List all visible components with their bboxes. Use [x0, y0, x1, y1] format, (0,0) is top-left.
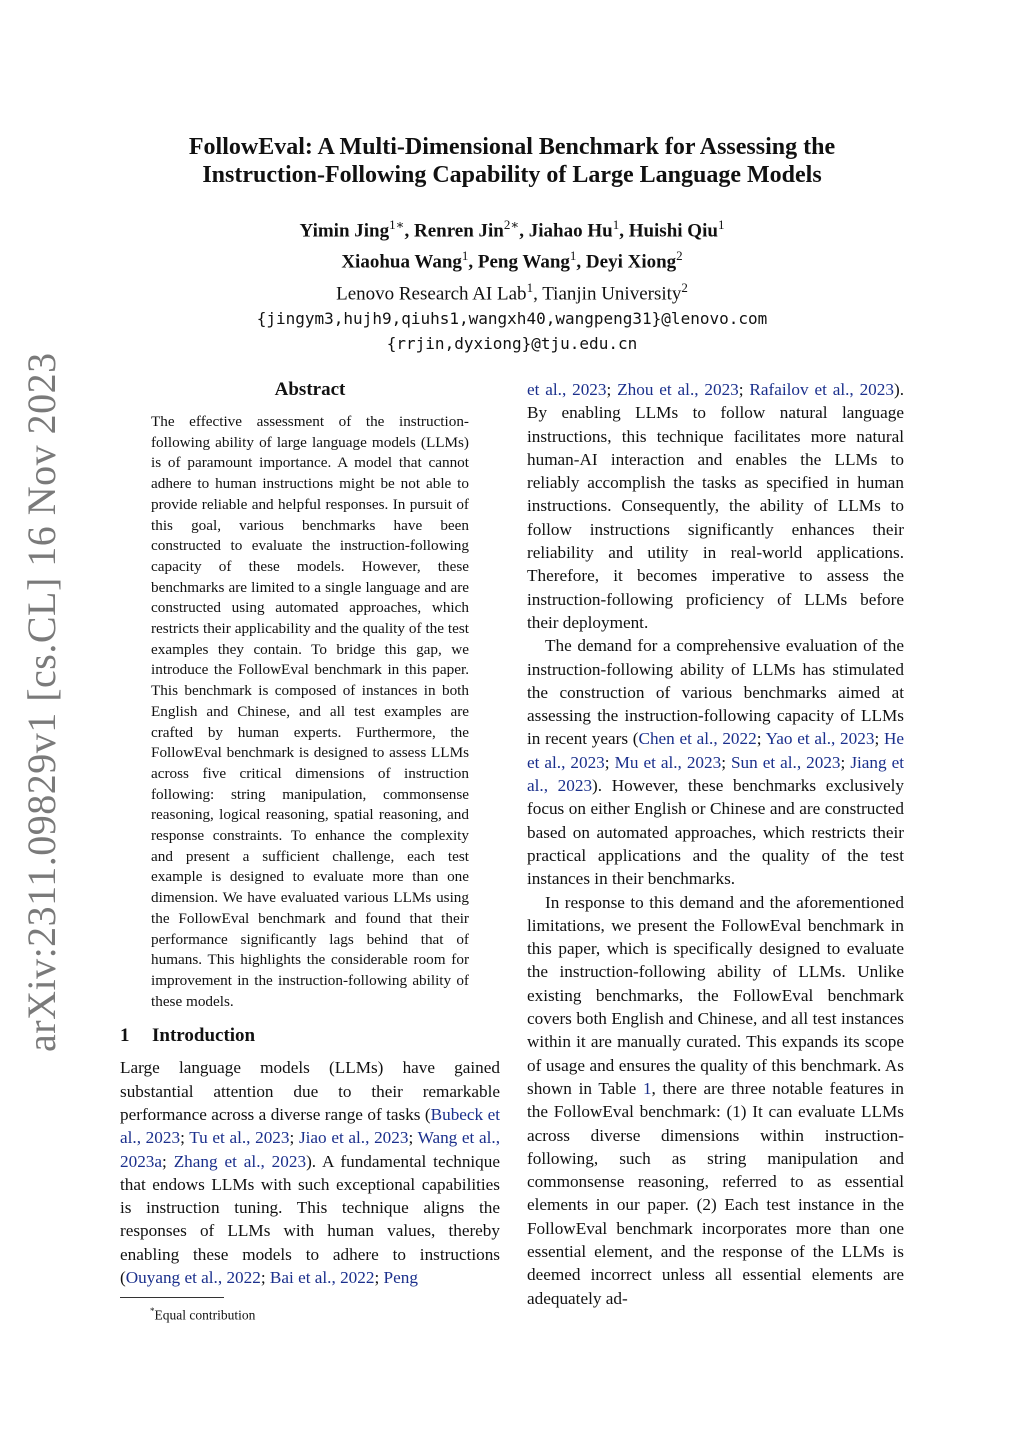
citation-link[interactable]: Wang et al., 2023a: [120, 1128, 501, 1171]
author-affiliation-mark: 1: [461, 248, 469, 264]
citation-link[interactable]: He et al., 2023: [527, 729, 904, 772]
section-number: 1: [120, 1025, 130, 1047]
footnote-mark: *: [150, 1306, 155, 1317]
author-line-2: Xiaohua Wang$^1$, Peng Wang$^1$, Deyi Xiong$^2$: [341, 248, 683, 273]
author-name: Huishi Qiu: [628, 220, 718, 242]
email-line-1[interactable]: {jingym3,hujh9,qiuhs1,wangxh40,wangpeng31}@lenovo.com: [256, 308, 768, 328]
section-heading-introduction: [120, 1024, 500, 1048]
citation-link-part-1[interactable]: Peng: [383, 1268, 418, 1288]
citation-link[interactable]: Mu et al., 2023: [614, 752, 722, 772]
citation-link[interactable]: Bubeck et al., 2023: [120, 1104, 500, 1148]
affiliation-line: Lenovo Research AI Lab$^1$, Tianjin University$^2$: [336, 279, 688, 304]
author-affiliation-mark: 2∗: [503, 217, 520, 232]
paragraph-text: Large language models (LLMs) have gained substantial attention due to their remarkable performance across a diverse range of tasks (: [120, 1058, 500, 1124]
author-affiliation-mark: 2: [676, 248, 683, 264]
paragraph-text: In response to this demand and the aforementioned limitations, we present the FollowEval benchmark in this paper, which is specifically designed to evaluate the instruction-following ability of LLMs. Unlike existing benchmarks, the FollowEval benchmark covers both English and Chinese, and all test instances within it are manually curated. This expands its scope of usage and ensures the quality of this benchmark. As shown in Table: [527, 892, 904, 1098]
author-affiliation-mark: 1∗: [389, 217, 405, 232]
citation-separator: ;: [606, 380, 618, 399]
abstract-text: The effective assessment of the instruction-following ability of large language models (LLMs) is of paramount importance. A model that cannot adhere to human instructions might be not able to provide reliable and helpful responses. In pursuit of this goal, various benchmarks have been constructed to evaluate the instruction-following capacity of these models. However, these benchmarks are limited to a single language and are constructed using automated approaches, which restricts their applicability and the quality of the test examples they contain. To bridge this gap, we introduce the FollowEval benchmark in this paper. This benchmark is composed of instances in both English and Chinese, and all test examples are crafted by human experts. Furthermore, the FollowEval benchmark is designed to assess LLMs across five critical dimensions of instruction following: string manipulation, commonsense reasoning, logical reasoning, spatial reasoning, and response constraints. To enhance the complexity and present a sufficient challenge, each test example is designed to evaluate more than one dimension. We have evaluated various LLMs using the FollowEval benchmark and found that their performance significantly lags behind that of humans. This highlights the considerable room for improvement in the instruction-following ability of these models.: [151, 413, 469, 1010]
citation-separator: ;: [408, 1128, 418, 1148]
author-block: [0, 212, 1024, 356]
title-line-2: Instruction-Following Capability of Large Language Models: [202, 162, 822, 188]
citation-link[interactable]: Jiao et al., 2023: [298, 1128, 409, 1148]
email-line-2[interactable]: {rrjin,dyxiong}@tju.edu.cn: [386, 333, 638, 353]
citation-separator: ;: [738, 380, 750, 399]
citation-link[interactable]: Jiang et al., 2023: [527, 752, 904, 796]
citation-link[interactable]: Sun et al., 2023: [731, 752, 841, 772]
intro-paragraph-3: [527, 891, 904, 1310]
right-column: [527, 378, 904, 1310]
paragraph-text: ). By enabling LLMs to follow natural language instructions, this technique facilitates more natural human-AI interaction and enables the LLMs to reliably accomplish the tasks as specified in human instructions. Consequently, the ability of LLMs to follow instructions significantly enhances their reliability and utility in real-world applications. Therefore, it becomes imperative to assess the instruction-following proficiency of LLMs before their deployment.: [527, 380, 904, 632]
author-name: Xiaohua Wang: [341, 251, 462, 273]
citation-separator: ;: [840, 752, 851, 772]
citation-link[interactable]: Tu et al., 2023: [189, 1128, 290, 1148]
author-affiliation-mark: 1: [569, 248, 577, 264]
citation-link[interactable]: Zhou et al., 2023: [617, 380, 739, 399]
footnote-rule: [120, 1297, 224, 1298]
affiliation-name: Tianjin University: [542, 282, 682, 304]
citation-link[interactable]: Ouyang et al., 2022: [125, 1268, 261, 1288]
title-line-1: FollowEval: A Multi-Dimensional Benchmark for Assessing the: [188, 134, 836, 160]
author-name: Deyi Xiong: [585, 251, 677, 273]
paragraph-text: ). A fundamental technique that endows LLMs with such exceptional capabilities is instruction tuning. This technique aligns the responses of LLMs with human values, thereby enabling these models to adhere to instructions (: [120, 1151, 500, 1288]
citation-separator: ;: [162, 1151, 174, 1171]
citation-link[interactable]: Rafailov et al., 2023: [749, 380, 894, 399]
citation-separator: ;: [289, 1128, 299, 1148]
arxiv-identifier-stamp: arXiv:2311.09829v1 [cs.CL] 16 Nov 2023: [19, 352, 64, 1052]
affiliation-name: Lenovo Research AI Lab: [336, 282, 527, 304]
paragraph-text: , there are three notable features in the FollowEval benchmark: (1) It can evaluate LLMs across diverse dimensions within instruction-following, such as string manipulation and commonsense reasoning, referred to as essential elements in our paper. (2) Each test instance in the FollowEval benchmark incorporates more than one essential element, and the response of the LLMs is deemed incorrect unless all essential elements are adequately ad-: [527, 1078, 904, 1308]
citation-separator: ;: [374, 1268, 384, 1288]
author-name: Peng Wang: [477, 251, 570, 273]
author-line-1: Yimin Jing$^{1∗}$, Renren Jin$^{2∗}$, Jiahao Hu$^1$, Huishi Qiu$^1$: [299, 217, 725, 242]
intro-paragraph-1-start: [120, 1056, 500, 1289]
author-name: Renren Jin: [413, 220, 504, 242]
citation-link-part-2[interactable]: et al., 2023: [527, 380, 607, 399]
citation-separator: ;: [260, 1268, 270, 1288]
paragraph-text: The demand for a comprehensive evaluation of the instruction-following ability of LLMs has stimulated the construction of various benchmarks aimed at assessing the instruction-following capacity of LLMs in recent years (: [527, 636, 904, 749]
paper-title: [0, 133, 1024, 189]
author-name: Yimin Jing: [299, 220, 390, 242]
author-name: Jiahao Hu: [528, 220, 613, 242]
citation-link[interactable]: Zhang et al., 2023: [173, 1151, 307, 1171]
citation-separator: ;: [604, 752, 615, 772]
intro-paragraph-1-continued: [527, 378, 904, 634]
citation-separator: ;: [721, 752, 731, 772]
footnote: [120, 1302, 500, 1325]
citation-separator: ;: [756, 729, 766, 749]
paragraph-text: ). However, these benchmarks exclusively focus on either English or Chinese and are constructed based on automated approaches, which restricts their practical applications and the quality of the test instances in their benchmarks.: [527, 776, 904, 889]
citation-link[interactable]: Bai et al., 2022: [269, 1268, 375, 1288]
citation-separator: ;: [874, 729, 884, 749]
affiliation-mark: 2: [681, 279, 688, 295]
citation-separator: ;: [180, 1128, 190, 1148]
citation-link[interactable]: Yao et al., 2023: [765, 729, 875, 749]
footnote-text: Equal contribution: [154, 1307, 256, 1323]
author-affiliation-mark: 1: [612, 217, 620, 232]
table-reference-link[interactable]: 1: [642, 1078, 652, 1098]
left-column: [120, 378, 500, 1325]
author-affiliation-mark: 1: [717, 217, 725, 232]
citation-link[interactable]: Chen et al., 2022: [638, 729, 757, 749]
section-title: Introduction: [152, 1025, 256, 1047]
affiliation-mark: 1: [526, 279, 534, 295]
abstract-heading: Abstract: [274, 379, 346, 400]
intro-paragraph-2: [527, 634, 904, 890]
